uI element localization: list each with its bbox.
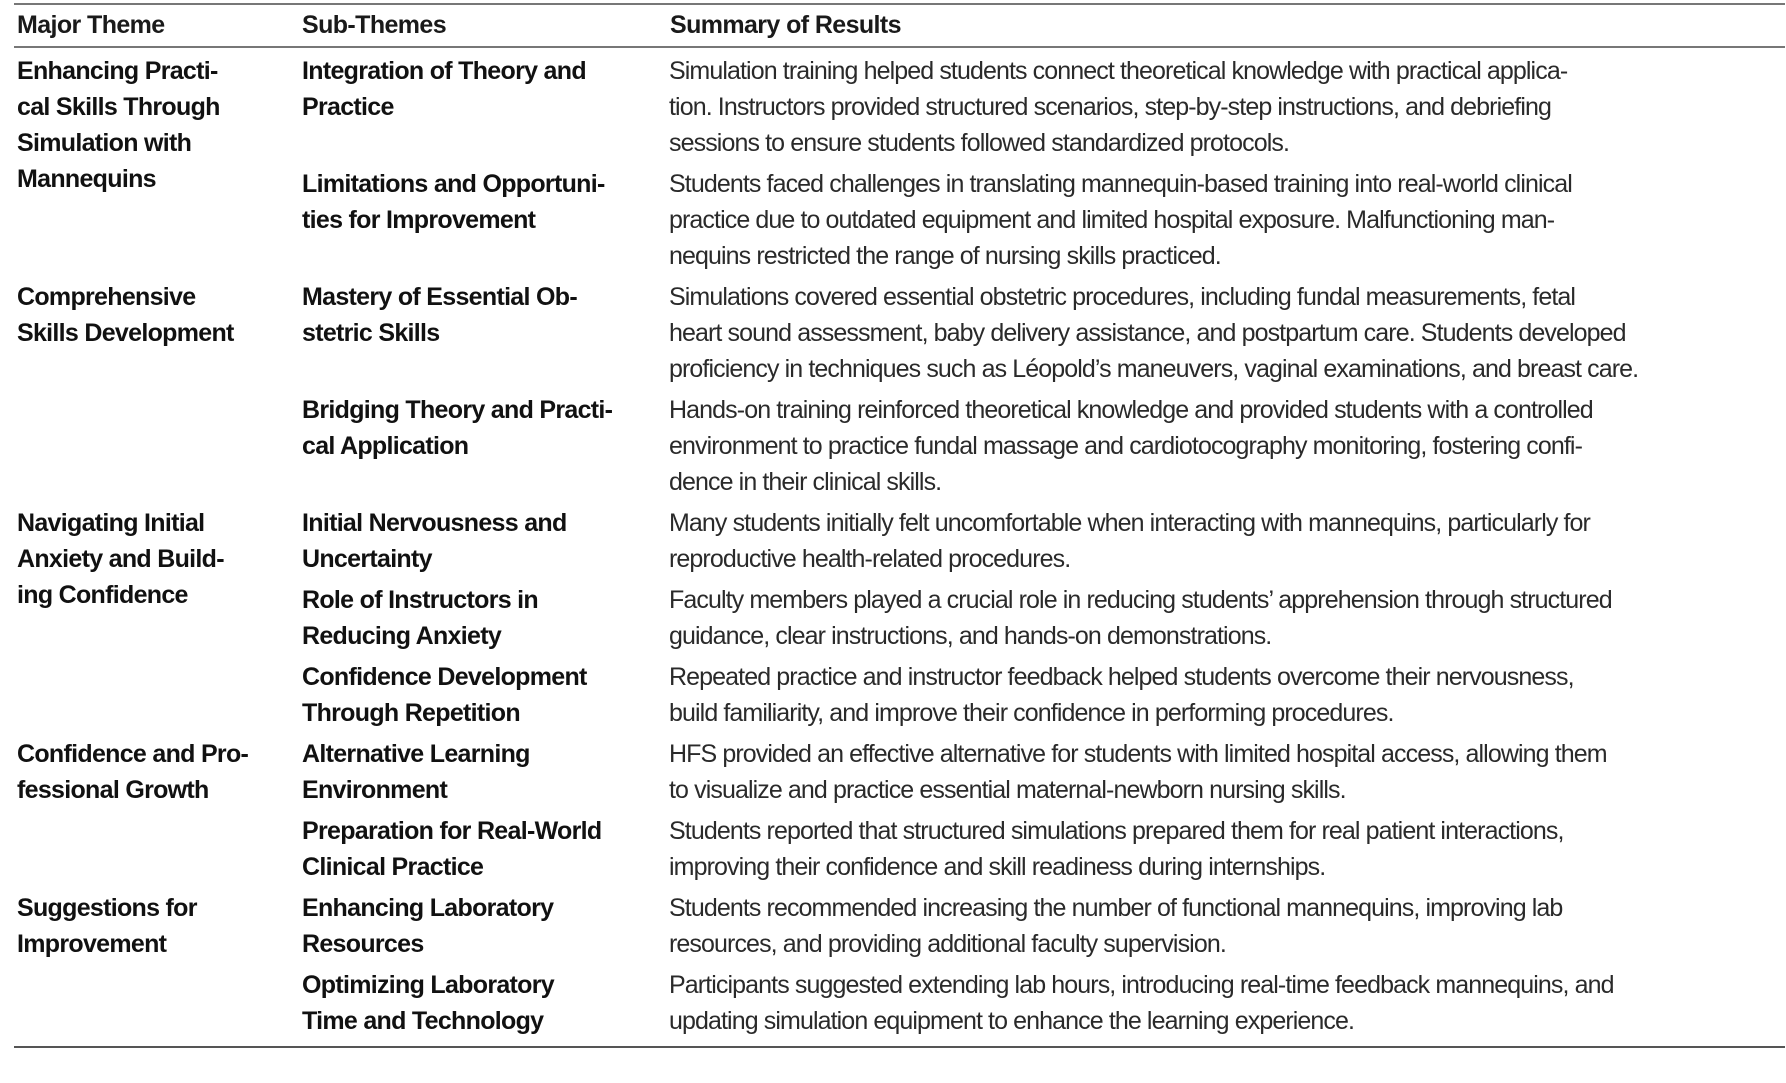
table-header-row	[14, 5, 1785, 48]
summary-cell: Hands-on training reinforced theoretical knowledge and provided students with a controlled environment to practice fundal massage and cardiotocography monitoring, fostering confi- dence in their clinical skills.	[669, 396, 1593, 496]
major-theme-cell: Enhancing Practi- cal Skills Through Simulation with Mannequins	[17, 57, 220, 193]
sub-theme-cell: Limitations and Opportuni- ties for Improvement	[302, 170, 605, 234]
sub-theme-list	[299, 279, 1785, 505]
sub-theme-cell: Bridging Theory and Practi- cal Application	[302, 396, 613, 460]
table-row	[299, 967, 1785, 1044]
sub-theme-cell: Role of Instructors in Reducing Anxiety	[302, 586, 539, 650]
table-row	[299, 890, 1785, 967]
summary-cell: Students faced challenges in translating mannequin-based training into real-world clinical practice due to outdated equipment and limited hospital exposure. Malfunctioning man- nequins restricted the range of nursing skills practiced.	[669, 170, 1572, 270]
table-row	[299, 659, 1785, 736]
summary-cell: Simulations covered essential obstetric procedures, including fundal measurements, fetal heart sound assessment, baby delivery assistance, and postpartum care. Students developed proficiency in techniques such as Léopold’s maneuvers, vaginal examinations, and breast care.	[669, 283, 1639, 383]
theme-group	[14, 890, 1785, 1044]
sub-theme-cell: Enhancing Laboratory Resources	[302, 894, 554, 958]
sub-theme-cell: Integration of Theory and Practice	[302, 57, 586, 121]
sub-theme-cell: Alternative Learning Environment	[302, 740, 530, 804]
summary-cell: Participants suggested extending lab hours, introducing real-time feedback mannequins, and updating simulation equipment to enhance the learning experience.	[669, 971, 1614, 1035]
theme-group	[14, 53, 1785, 279]
table-row	[299, 736, 1785, 813]
sub-theme-list	[299, 505, 1785, 736]
theme-group	[14, 505, 1785, 736]
themes-table	[14, 3, 1785, 1048]
table-row	[299, 505, 1785, 582]
table-row	[299, 166, 1785, 279]
table-row	[299, 279, 1785, 392]
sub-theme-cell: Mastery of Essential Ob- stetric Skills	[302, 283, 577, 347]
sub-theme-cell: Initial Nervousness and Uncertainty	[302, 509, 567, 573]
header-major-theme: Major Theme	[17, 11, 165, 39]
summary-cell: HFS provided an effective alternative for students with limited hospital access, allowing them to visualize and practice essential maternal-newborn nursing skills.	[669, 740, 1607, 804]
theme-group	[14, 279, 1785, 505]
major-theme-cell: Confidence and Pro- fessional Growth	[17, 740, 249, 804]
major-theme-cell: Comprehensive Skills Development	[17, 283, 234, 347]
header-sub-themes: Sub-Themes	[302, 11, 447, 39]
theme-group	[14, 736, 1785, 890]
header-summary: Summary of Results	[670, 11, 901, 39]
summary-cell: Repeated practice and instructor feedback helped students overcome their nervousness, build familiarity, and improve their confidence in performing procedures.	[669, 663, 1574, 727]
sub-theme-list	[299, 736, 1785, 890]
sub-theme-list	[299, 53, 1785, 279]
table-body	[14, 48, 1785, 1046]
sub-theme-cell: Preparation for Real-World Clinical Practice	[302, 817, 602, 881]
table-row	[299, 53, 1785, 166]
table-row	[299, 392, 1785, 505]
major-theme-cell: Navigating Initial Anxiety and Build- ing Confidence	[17, 509, 224, 609]
sub-theme-cell: Confidence Development Through Repetition	[302, 663, 587, 727]
summary-cell: Many students initially felt uncomfortable when interacting with mannequins, particularly for reproductive health-related procedures.	[669, 509, 1590, 573]
sub-theme-cell: Optimizing Laboratory Time and Technology	[302, 971, 554, 1035]
summary-cell: Faculty members played a crucial role in reducing students’ apprehension through structured guidance, clear instructions, and hands-on demonstrations.	[669, 586, 1612, 650]
major-theme-cell: Suggestions for Improvement	[17, 894, 197, 958]
table-row	[299, 582, 1785, 659]
summary-cell: Students recommended increasing the number of functional mannequins, improving lab resources, and providing additional faculty supervision.	[669, 894, 1563, 958]
sub-theme-list	[299, 890, 1785, 1044]
summary-cell: Students reported that structured simulations prepared them for real patient interactions, improving their confidence and skill readiness during internships.	[669, 817, 1564, 881]
summary-cell: Simulation training helped students connect theoretical knowledge with practical applica- tion. Instructors provided structured scenarios, step-by-step instructions, and debriefing sessions to ensure students followed standardized protocols.	[669, 57, 1568, 157]
table-row	[299, 813, 1785, 890]
